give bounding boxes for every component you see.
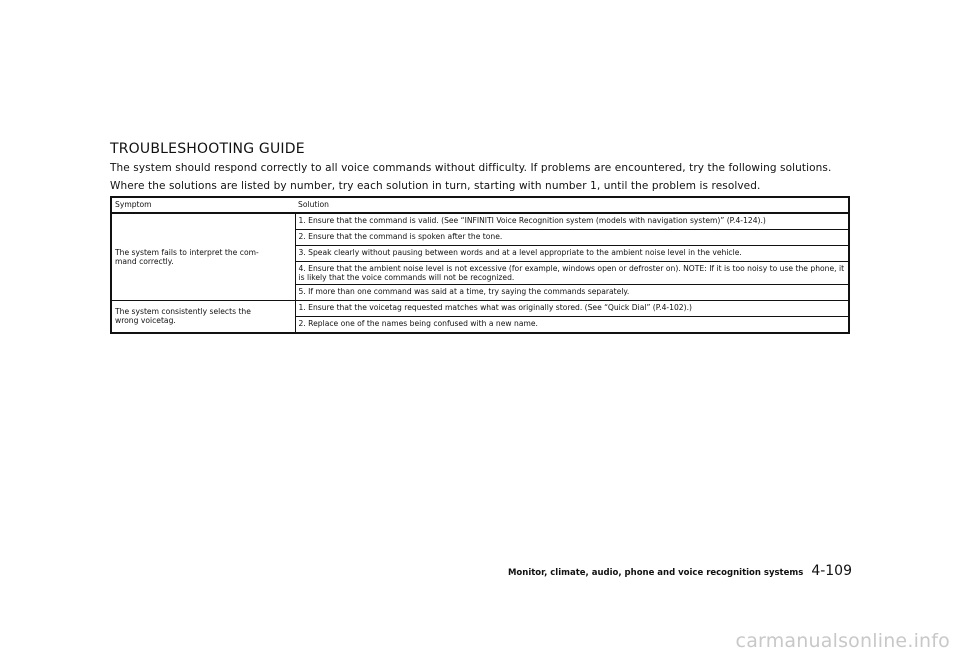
table-row [111, 300, 849, 316]
watermark: carmanualsonline.info [735, 630, 950, 652]
chapter-title: Monitor, climate, audio, phone and voice recognition systems [507, 568, 804, 578]
symptom-text-1: The system fails to interpret the com- mand correctly. [115, 247, 259, 266]
intro-paragraph-line-2: Where the solutions are listed by number, try each solution in turn, starting with number 1, until the problem is resolved. [110, 180, 761, 192]
header-symptom: Symptom [111, 197, 295, 213]
intro-paragraph-line-1: The system should respond correctly to all voice commands without difficulty. If problems are encountered, try the following solutions. [110, 162, 832, 174]
solution-cell: 1. Ensure that the command is valid. (See “INFINITI Voice Recognition system (models with navigation system)” (P.4-124).) [295, 213, 849, 230]
page-number: 4-109 [811, 563, 852, 579]
page-footer [508, 560, 852, 579]
table-header-row [111, 197, 849, 213]
solution-cell: 4. Ensure that the ambient noise level is not excessive (for example, windows open or defroster on). NOTE: If it is too noisy to use the phone, it is likely that the voice commands will not be recognized. [295, 262, 849, 285]
solution-cell: 3. Speak clearly without pausing between words and at a level appropriate to the ambient noise level in the vehicle. [295, 246, 849, 262]
symptom-cell-2 [111, 300, 295, 333]
section-title: TROUBLESHOOTING GUIDE [110, 141, 305, 157]
header-solution: Solution [295, 197, 849, 213]
solution-cell: 2. Replace one of the names being confused with a new name. [298, 318, 538, 328]
table-row [111, 213, 849, 230]
solution-cell: 2. Ensure that the command is spoken after the tone. [295, 230, 849, 246]
solution-cell: 1. Ensure that the voicetag requested matches what was originally stored. (See “Quick Dial” (P.4-102).) [295, 300, 849, 316]
symptom-cell-1 [111, 213, 295, 300]
symptom-text-2: The system consistently selects the wrong voicetag. [115, 306, 251, 326]
troubleshooting-table [110, 196, 850, 334]
solution-cell: 5. If more than one command was said at a time, try saying the commands separately. [295, 284, 849, 300]
